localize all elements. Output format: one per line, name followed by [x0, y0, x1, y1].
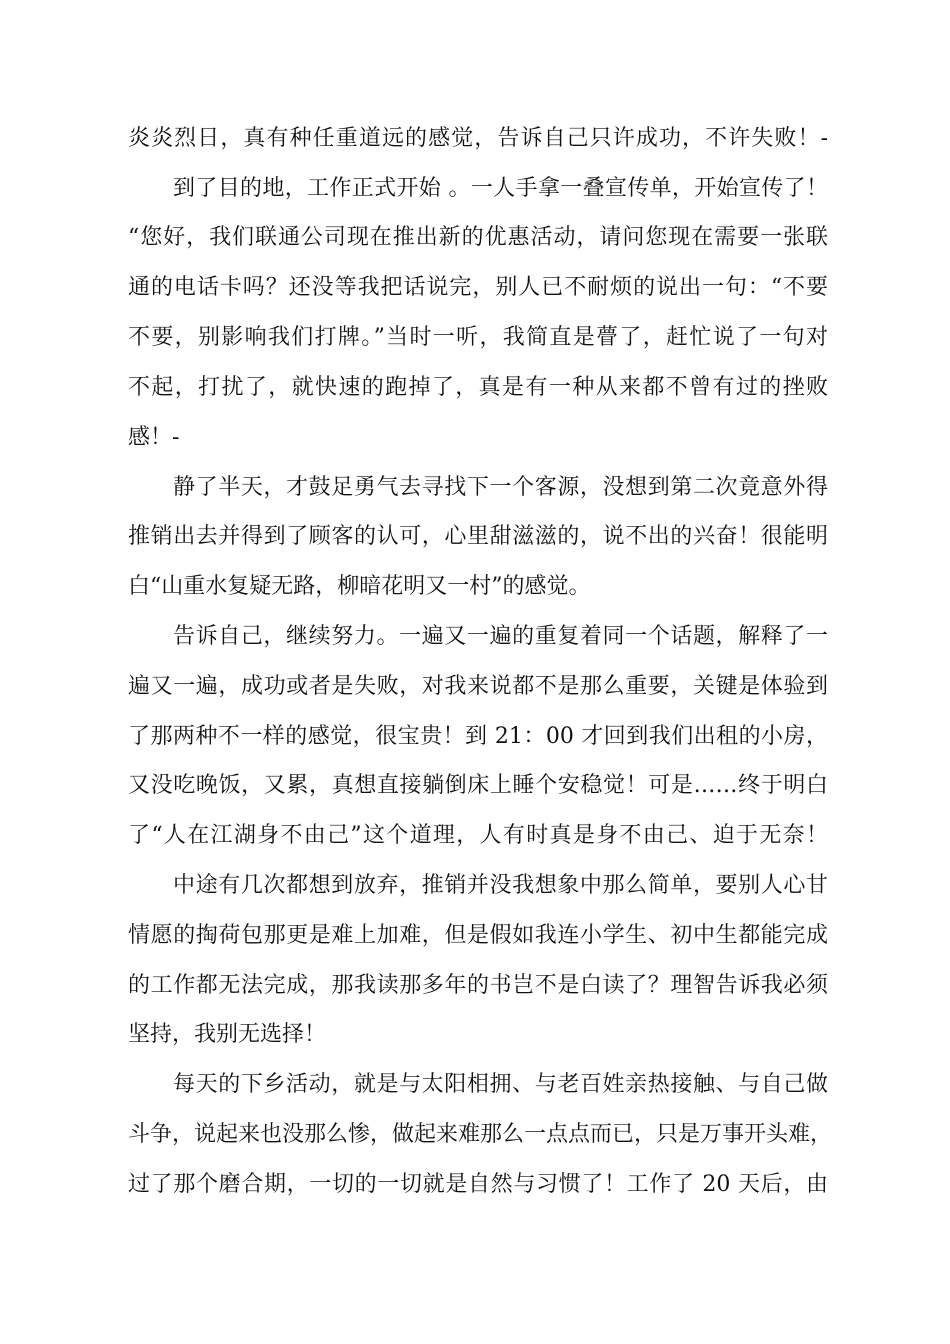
paragraph-first-line: 每天的下乡活动，就是与太阳相拥、与老百姓亲热接触、与自己做	[173, 1072, 828, 1097]
text-line: 斗争，说起来也没那么惨，做起来难那么一点点而已，只是万事开头难，	[128, 1122, 833, 1147]
text-line: 又没吃晚饭，又累，真想直接躺倒床上睡个安稳觉！可是……终于明白	[128, 773, 828, 798]
text-line: 通的电话卡吗？还没等我把话说完，别人已不耐烦的说出一句：“不要	[128, 275, 828, 300]
text-line: 了那两种不一样的感觉，很宝贵！到 21：00 才回到我们出租的小房，	[128, 724, 828, 749]
paragraph-first-line: 告诉自己，继续努力。一遍又一遍的重复着同一个话题，解释了一	[173, 624, 828, 649]
text-line: 推销出去并得到了顾客的认可，心里甜滋滋的，说不出的兴奋！很能明	[128, 524, 828, 549]
paragraph-first-line: 到了目的地，工作正式开始 。一人手拿一叠宣传单，开始宣传了！	[173, 176, 828, 201]
text-line: 遍又一遍，成功或者是失败，对我来说都不是那么重要，关键是体验到	[128, 674, 828, 699]
text-line: 过了那个磨合期，一切的一切就是自然与习惯了！工作了 20 天后，由	[128, 1172, 828, 1197]
text-line: 不起，打扰了，就快速的跑掉了，真是有一种从来都不曾有过的挫败	[128, 375, 828, 400]
paragraph-first-line: 中途有几次都想到放弃，推销并没我想象中那么简单，要别人心甘	[173, 873, 828, 898]
text-line: 了“人在江湖身不由己”这个道理，人有时真是身不由己、迫于无奈！	[128, 823, 828, 848]
text-line: 的工作都无法完成，那我读那多年的书岂不是白读了？理智告诉我必须	[128, 973, 828, 998]
text-line: 不要，别影响我们打牌。”当时一听，我简直是瞢了，赶忙说了一句对	[128, 325, 828, 350]
text-line: 感！-	[128, 425, 180, 450]
paragraph-first-line: 静了半天，才鼓足勇气去寻找下一个客源，没想到第二次竟意外得	[173, 475, 828, 500]
text-line: 情愿的掏荷包那更是难上加难，但是假如我连小学生、初中生都能完成	[128, 923, 828, 948]
text-line: “您好，我们联通公司现在推出新的优惠活动，请问您现在需要一张联	[128, 225, 828, 250]
text-line: 炎炎烈日，真有种任重道远的感觉，告诉自己只许成功，不许失败！-	[128, 126, 828, 151]
text-line: 白“山重水复疑无路，柳暗花明又一村”的感觉。	[128, 574, 591, 599]
text-line: 坚持，我别无选择！	[128, 1022, 327, 1047]
